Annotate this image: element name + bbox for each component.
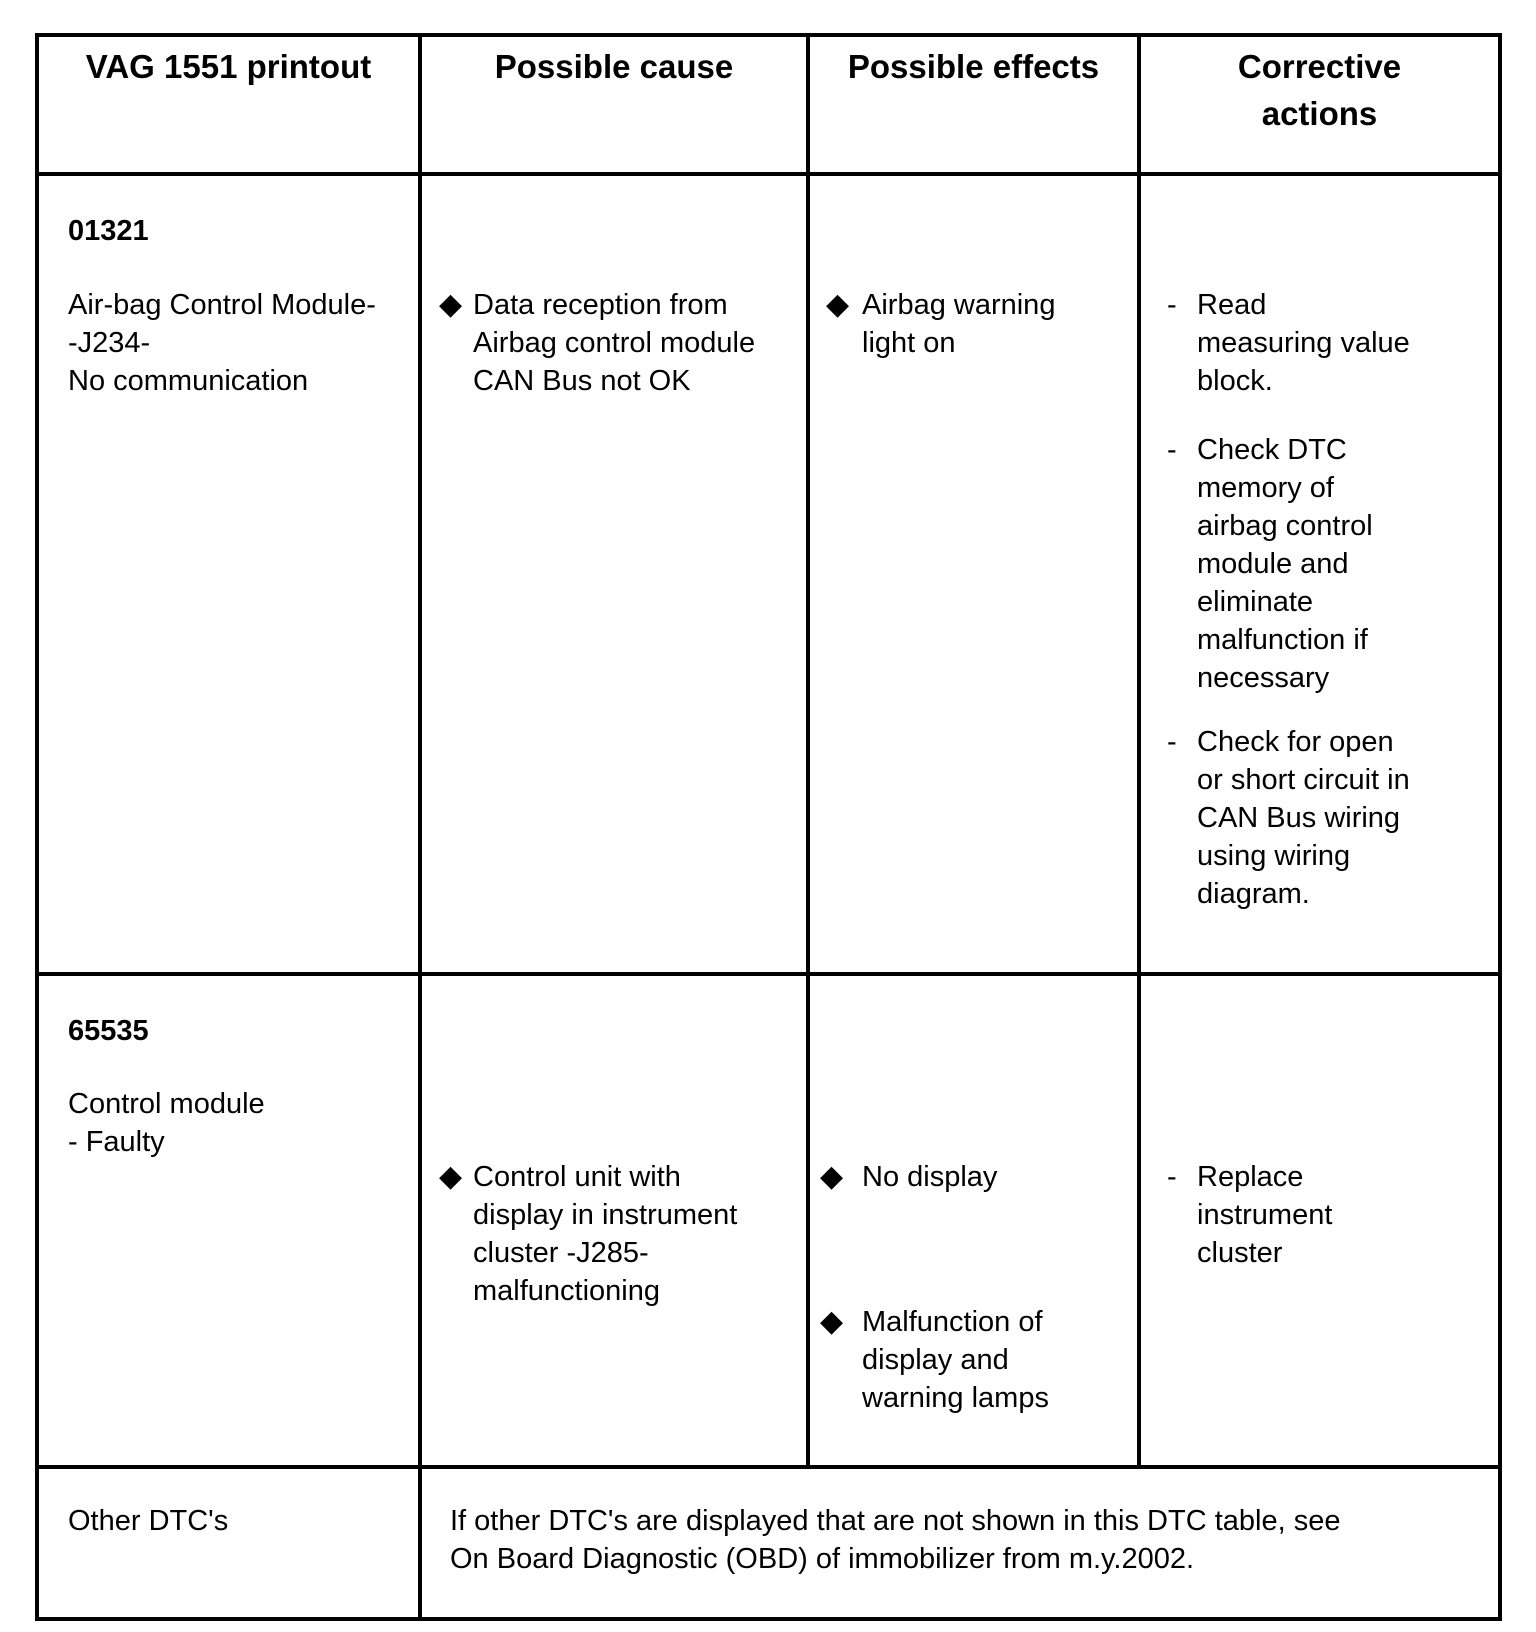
cause-text: Control unit with display in instrument cluster -J285- malfunctioning (473, 1161, 738, 1307)
diamond-bullet-icon: ◆ (820, 1305, 844, 1338)
diamond-bullet-icon: ◆ (439, 288, 463, 321)
other-dtc-note: If other DTC's are displayed that are not shown in this DTC table, see On Board Diagnostic (OBD) of immobilizer from m.y.2002. (450, 1505, 1341, 1575)
action-text: Read measuring value block. (1197, 289, 1410, 397)
action-text: Check for open or short circuit in CAN Bus wiring using wiring diagram. (1197, 726, 1410, 910)
dash-marker: - (1167, 1161, 1177, 1193)
diamond-bullet-icon: ◆ (826, 288, 850, 321)
diamond-bullet-icon: ◆ (820, 1160, 844, 1193)
dtc-code: 01321 (68, 215, 149, 247)
cause-cell (420, 174, 808, 974)
other-dtc-note-cell (420, 1467, 1500, 1619)
printout-cell (37, 174, 420, 974)
cause-cell (420, 974, 808, 1467)
effect-item (820, 1158, 997, 1196)
cause-item (439, 1158, 737, 1310)
action-text: Replace instrument cluster (1197, 1161, 1333, 1269)
diamond-bullet-icon: ◆ (439, 1160, 463, 1193)
header-actions: Corrective actions (1139, 35, 1500, 174)
table-header-row (37, 35, 1500, 174)
cause-item (439, 286, 755, 400)
action-item (1167, 1158, 1332, 1272)
dtc-description: Control module - Faulty (68, 1088, 265, 1158)
header-cause: Possible cause (420, 35, 808, 174)
action-item (1167, 431, 1373, 697)
effect-text: Malfunction of display and warning lamps (862, 1306, 1049, 1414)
action-item (1167, 723, 1410, 913)
dtc-table (35, 33, 1502, 1621)
dtc-code: 65535 (68, 1015, 149, 1047)
header-printout: VAG 1551 printout (37, 35, 420, 174)
printout-cell (37, 1467, 420, 1619)
table-row (37, 974, 1500, 1467)
header-effects: Possible effects (808, 35, 1139, 174)
dash-marker: - (1167, 434, 1177, 466)
effect-text: Airbag warning light on (862, 289, 1056, 359)
table-row (37, 174, 1500, 974)
effect-item (826, 286, 1055, 362)
dash-marker: - (1167, 726, 1177, 758)
dtc-description: Air-bag Control Module- -J234- No communication (68, 289, 376, 397)
effects-cell (808, 174, 1139, 974)
action-text: Check DTC memory of airbag control module and eliminate malfunction if necessary (1197, 434, 1373, 694)
other-dtc-label: Other DTC's (68, 1505, 229, 1537)
effect-text: No display (862, 1161, 998, 1193)
dash-marker: - (1167, 289, 1177, 321)
cause-text: Data reception from Airbag control module CAN Bus not OK (473, 289, 756, 397)
actions-cell (1139, 974, 1500, 1467)
action-item (1167, 286, 1410, 400)
effect-item (820, 1303, 1049, 1417)
printout-cell (37, 974, 420, 1467)
table-row (37, 1467, 1500, 1619)
effects-cell (808, 974, 1139, 1467)
actions-cell (1139, 174, 1500, 974)
